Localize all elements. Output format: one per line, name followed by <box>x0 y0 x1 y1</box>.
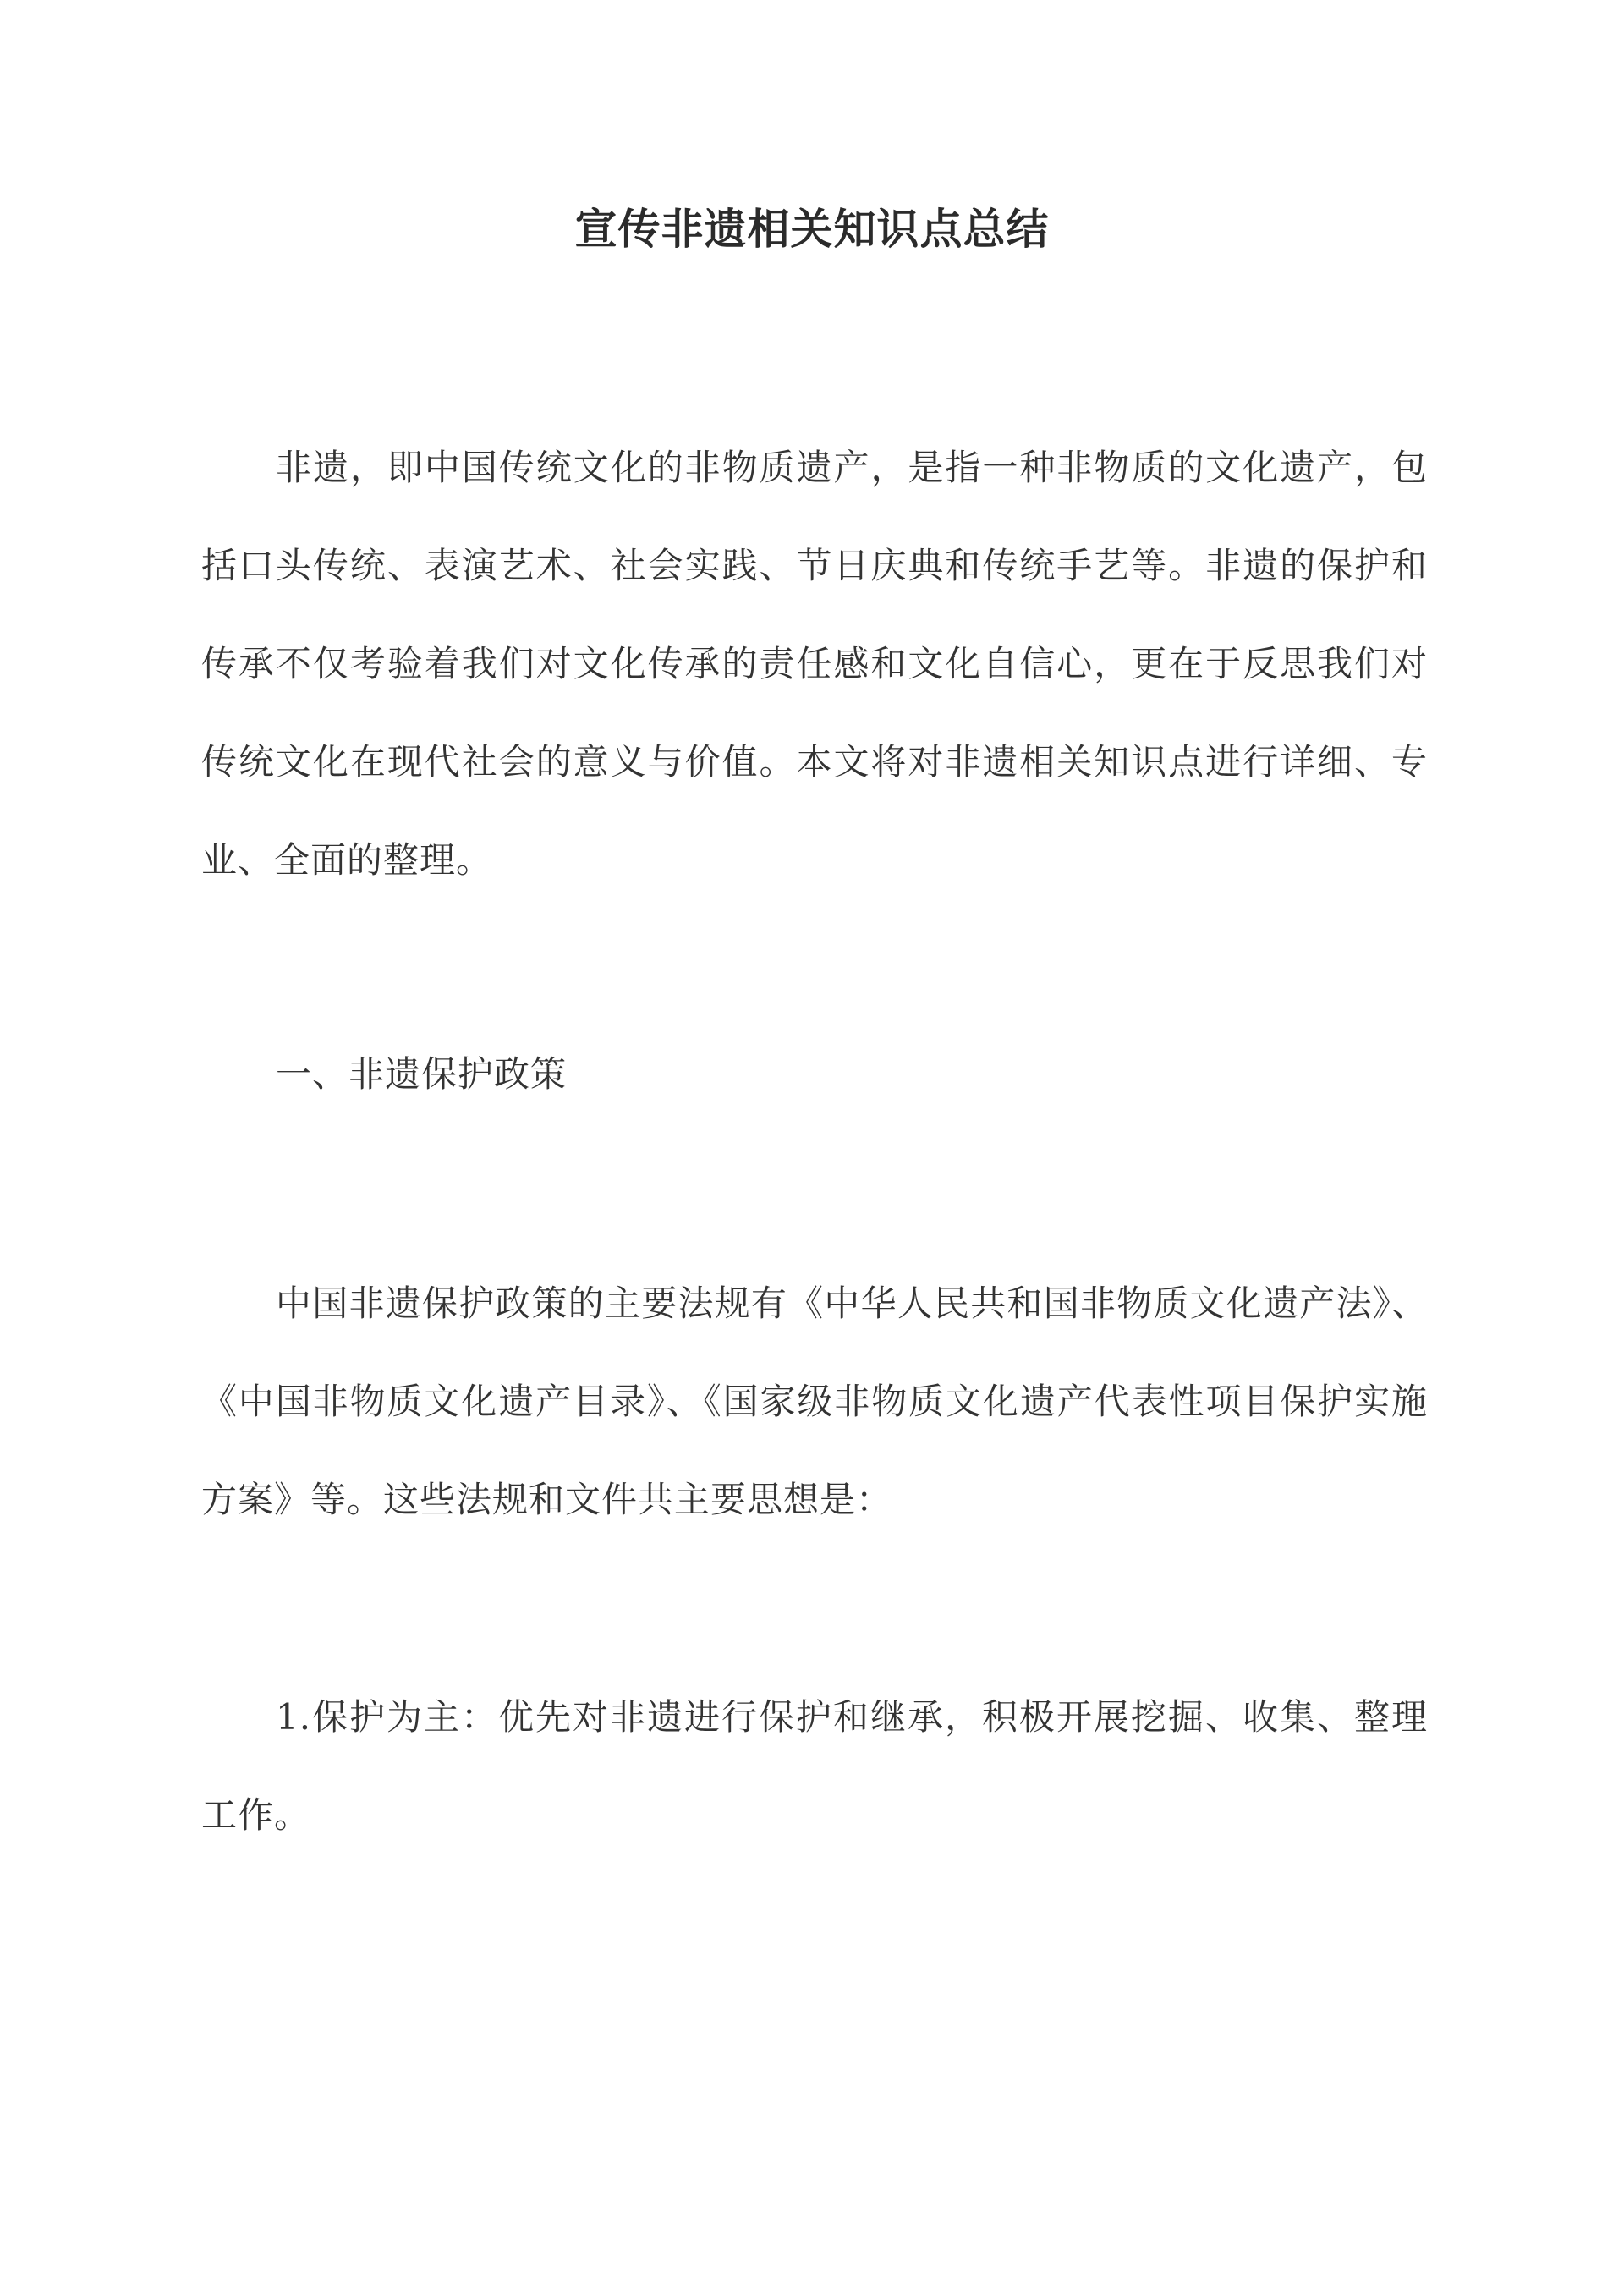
list-item-protection: 1.保护为主：优先对非遗进行保护和继承，积极开展挖掘、收集、整理工作。 <box>201 1696 1428 1836</box>
intro-paragraph: 非遗，即中国传统文化的非物质遗产，是指一种非物质的文化遗产，包括口头传统、表演艺术、社会实践、节日庆典和传统手艺等。非遗的保护和传承不仅考验着我们对文化传承的责任感和文化自信心，更在于反思我们对传统文化在现代社会的意义与价值。本文将对非遗相关知识点进行详细、专业、全面的整理。 <box>201 447 1428 881</box>
policy-paragraph: 中国非遗保护政策的主要法规有《中华人民共和国非物质文化遗产法》、《中国非物质文化遗产目录》、《国家级非物质文化遗产代表性项目保护实施方案》等。这些法规和文件共主要思想是： <box>201 1283 1428 1520</box>
section-heading-policy: 一、非遗保护政策 <box>276 1053 568 1095</box>
document-title: 宣传非遗相关知识点总结 <box>574 204 1050 254</box>
